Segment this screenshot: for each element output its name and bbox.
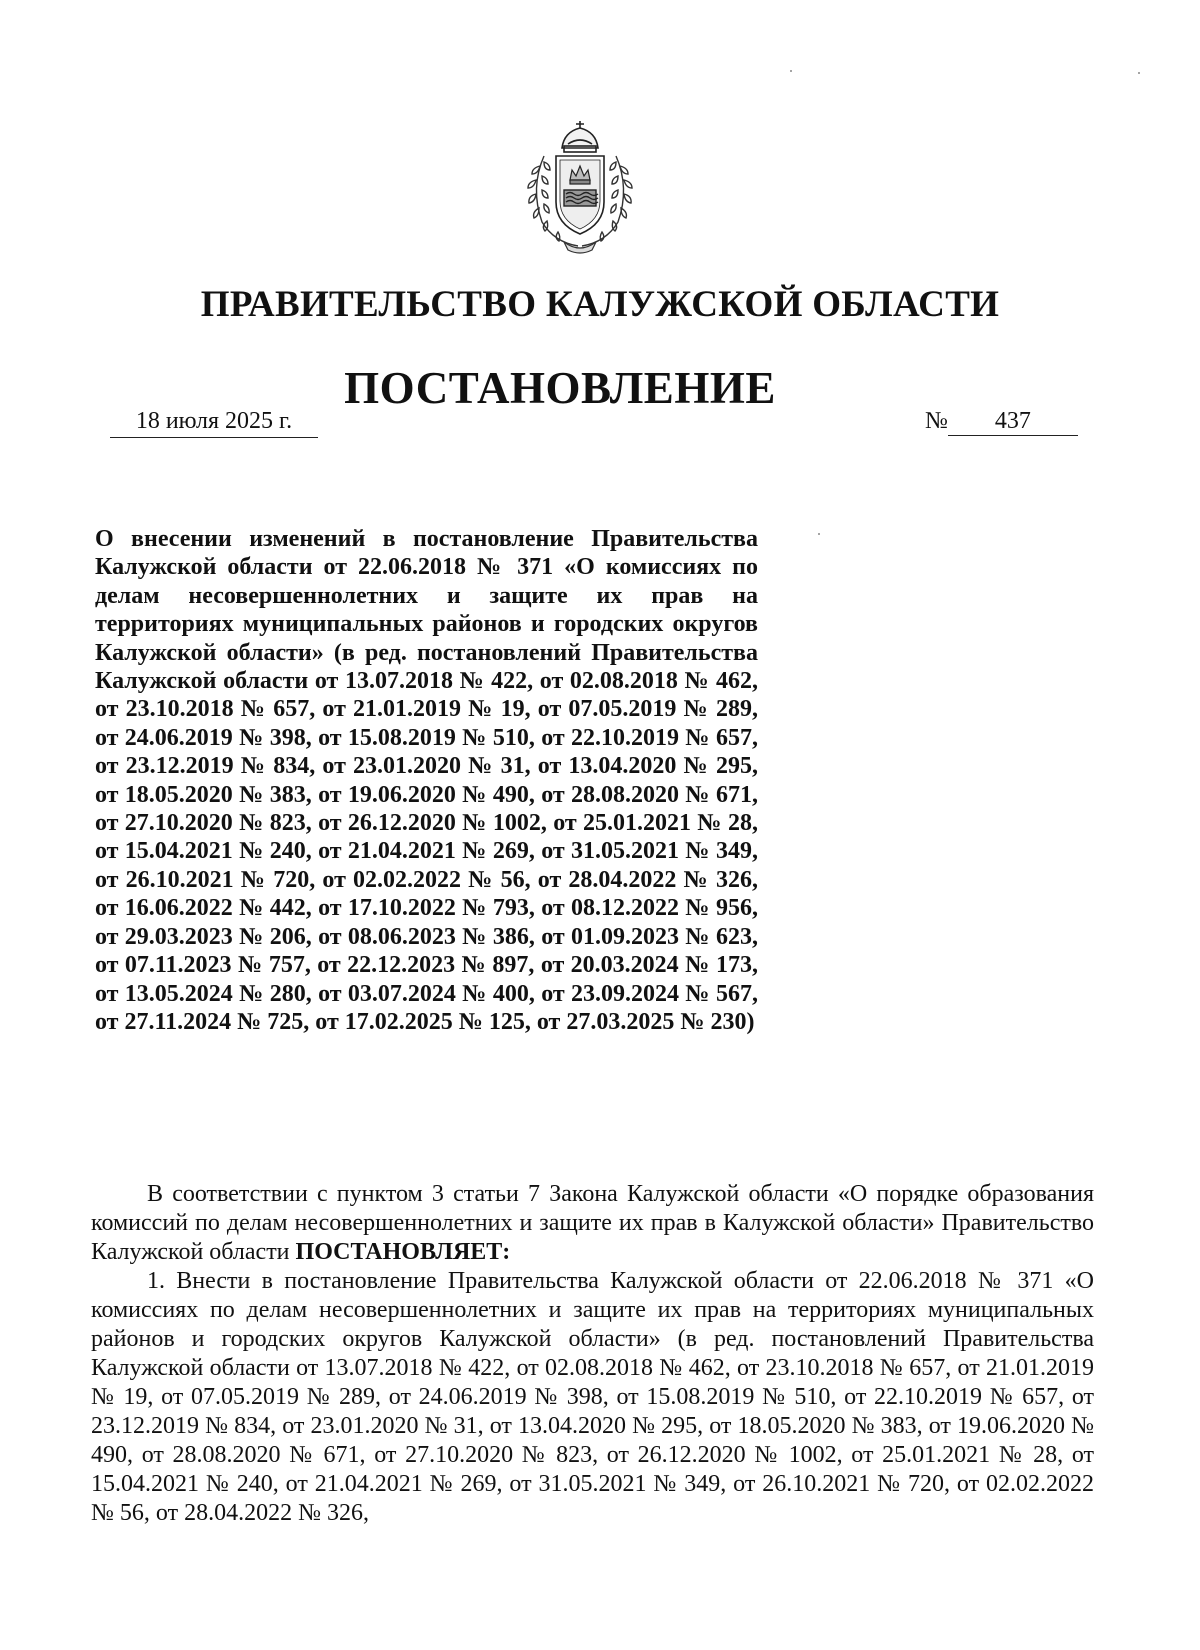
decree-word: ПОСТАНОВЛЯЕТ: — [295, 1239, 511, 1265]
coat-of-arms-icon — [520, 118, 640, 256]
preamble-paragraph — [91, 1180, 1094, 1267]
scan-speck — [1138, 72, 1140, 74]
document-subject — [95, 525, 758, 1036]
document-number-label: № — [925, 408, 948, 434]
item-1-paragraph: 1. Внести в постановление Правительства Калужской области от 22.06.2018 № 371 «О комиссиях по делам несовершеннолетних и защите их прав на территориях муниципальных районов и городских округов Калужской области» (в ред. постановлений Правительства Калужской области от 13.07.2018 № 422, от 02.08.2018 № 462, от 23.10.2018 № 657, от 21.01.2019 № 19, от 07.05.2019 № 289, от 24.06.2019 № 398, от 15.08.2019 № 510, от 22.10.2019 № 657, от 23.12.2019 № 834, от 23.01.2020 № 31, от 13.04.2020 № 295, от 18.05.2020 № 383, от 19.06.2020 № 490, от 28.08.2020 № 671, от 27.10.2020 № 823, от 26.12.2020 № 1002, от 25.01.2021 № 28, от 15.04.2021 № 240, от 21.04.2021 № 269, от 31.05.2021 № 349, от 26.10.2021 № 720, от 02.02.2022 № 56, от 28.04.2022 № 326, — [91, 1268, 1094, 1526]
organization-title: ПРАВИТЕЛЬСТВО КАЛУЖСКОЙ ОБЛАСТИ — [200, 284, 1000, 325]
scan-speck — [818, 533, 820, 535]
document-number — [925, 408, 1078, 436]
scan-speck — [790, 70, 792, 72]
subject-text: О внесении изменений в постановление Правительства Калужской области от 22.06.2018 № 371 «О комиссиях по делам несовершеннолетних и защите их прав на территориях муниципальных районов и городских округов Калужской области» (в ред. постановлений Правительства Калужской области от 13.07.2018 № 422, от 02.08.2018 № 462, от 23.10.2018 № 657, от 21.01.2019 № 19, от 07.05.2019 № 289, от 24.06.2019 № 398, от 15.08.2019 № 510, от 22.10.2019 № 657, от 23.12.2019 № 834, от 23.01.2020 № 31, от 13.04.2020 № 295, от 18.05.2020 № 383, от 19.06.2020 № 490, от 28.08.2020 № 671, от 27.10.2020 № 823, от 26.12.2020 № 1002, от 25.01.2021 № 28, от 15.04.2021 № 240, от 21.04.2021 № 269, от 31.05.2021 № 349, от 26.10.2021 № 720, от 02.02.2022 № 56, от 28.04.2022 № 326, от 16.06.2022 № 442, от 17.10.2022 № 793, от 08.12.2022 № 956, от 29.03.2023 № 206, от 08.06.2023 № 386, от 01.09.2023 № 623, от 07.11.2023 № 757, от 22.12.2023 № 897, от 20.03.2024 № 173, от 13.05.2024 № 280, от 03.07.2024 № 400, от 23.09.2024 № 567, от 27.11.2024 № 725, от 17.02.2025 № 125, от 27.03.2025 № 230) — [95, 526, 758, 1035]
document-body — [91, 1180, 1094, 1528]
preamble-text: В соответствии с пунктом 3 статьи 7 Закона Калужской области «О порядке образования комиссий по делам несовершеннолетних и защите их прав в Калужской области» Правительство Калужской области — [91, 1181, 1094, 1265]
document-number-value: 437 — [948, 408, 1078, 436]
document-type-title: ПОСТАНОВЛЕНИЕ — [344, 363, 776, 413]
document-date: 18 июля 2025 г. — [110, 408, 318, 438]
